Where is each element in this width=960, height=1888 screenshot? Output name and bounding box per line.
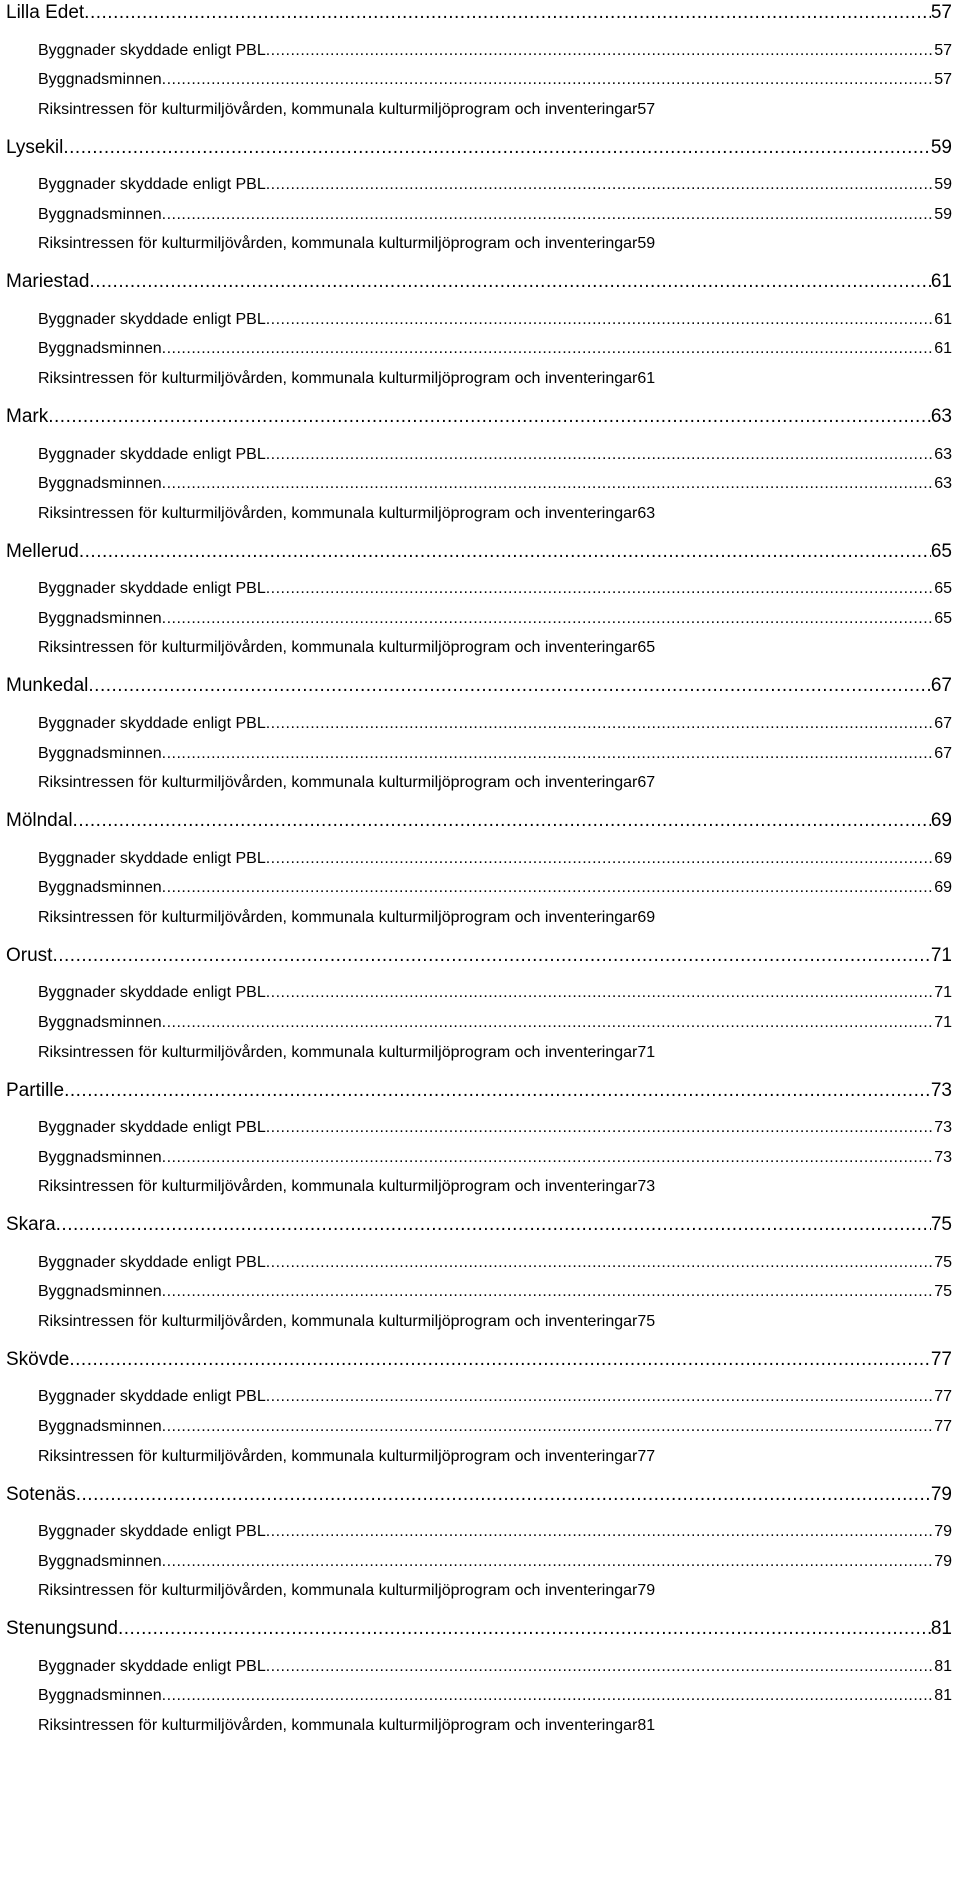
toc-page-number: 69 [930,810,952,832]
toc-entry-subsection[interactable] [0,1250,960,1280]
toc-entry-title: Riksintressen för kulturmiljövården, kommunala kulturmiljöprogram och inventeringar [38,1312,638,1330]
toc-page-number: 67 [930,675,952,697]
toc-page-number: 71 [930,944,952,966]
dot-leader [162,606,935,632]
toc-entry-subsection[interactable] [0,1279,960,1309]
toc-entry-title: Riksintressen för kulturmiljövården, kommunala kulturmiljöprogram och inventeringar [38,639,638,657]
toc-page-number: 81 [637,1716,656,1734]
toc-entry-title: Byggnadsminnen [38,340,162,358]
toc-entry-subsection[interactable] [0,905,960,943]
toc-entry-municipality[interactable] [0,673,960,711]
toc-entry-subsection[interactable] [0,606,960,636]
toc-page-number: 61 [930,271,952,293]
toc-entry-subsection[interactable] [0,635,960,673]
toc-entry-title: Byggnadsminnen [38,1013,162,1031]
toc-entry-title: Byggnadsminnen [38,1148,162,1166]
toc-entry-title: Stenungsund [6,1618,118,1640]
toc-page-number: 75 [930,1214,952,1236]
toc-entry-title: Riksintressen för kulturmiljövården, kommunala kulturmiljöprogram och inventeringar [38,370,638,388]
dot-leader [266,980,934,1006]
toc-entry-title: Byggnader skyddade enligt PBL [38,580,266,598]
toc-entry-title: Skövde [6,1348,70,1370]
toc-entry-title: Byggnader skyddade enligt PBL [38,984,266,1002]
toc-entry-municipality[interactable] [0,1616,960,1654]
toc-entry-subsection[interactable] [0,172,960,202]
toc-page-number: 73 [637,1178,656,1196]
toc-page-number: 65 [934,609,952,627]
toc-entry-title: Byggnadsminnen [38,1417,162,1435]
toc-page-number: 59 [637,235,656,253]
toc-entry-municipality[interactable] [0,404,960,442]
dot-leader [266,307,934,333]
toc-entry-subsection[interactable] [0,38,960,68]
toc-entry-title: Byggnader skyddade enligt PBL [38,849,266,867]
toc-entry-title: Byggnader skyddade enligt PBL [38,445,266,463]
toc-page-number: 81 [934,1687,952,1705]
toc-entry-title: Byggnader skyddade enligt PBL [38,1119,266,1136]
toc-page-number: 61 [934,340,952,358]
dot-leader [266,576,934,602]
dot-leader [162,875,935,901]
toc-page-number: 59 [934,176,952,194]
toc-entry-subsection[interactable] [0,336,960,366]
toc-entry-subsection[interactable] [0,1010,960,1040]
dot-leader [162,202,935,228]
toc-entry-title: Byggnader skyddade enligt PBL [38,1253,266,1271]
toc-entry-subsection[interactable] [0,97,960,135]
dot-leader [52,943,930,969]
dot-leader [63,135,930,161]
toc-entry-subsection[interactable] [0,1174,960,1212]
dot-leader [56,1212,931,1238]
toc-entry-municipality[interactable] [0,1482,960,1520]
toc-page-number: 77 [934,1417,952,1435]
toc-page-number: 69 [934,849,952,867]
toc-entry-subsection[interactable] [0,67,960,97]
toc-entry-title: Riksintressen för kulturmiljövården, kommunala kulturmiljöprogram och inventeringar [38,1178,638,1196]
dot-leader [76,1482,931,1508]
toc-entry-subsection[interactable] [0,1309,960,1347]
toc-page-number: 69 [934,879,952,897]
toc-page-number: 81 [930,1618,952,1640]
toc-page-number: 59 [930,136,952,158]
dot-leader [73,808,931,834]
toc-entry-subsection[interactable] [0,231,960,269]
toc-entry-title: Byggnadsminnen [38,71,162,89]
toc-entry-title: Byggnader skyddade enligt PBL [38,176,266,194]
toc-entry-title: Mölndal [6,810,73,832]
dot-leader [266,38,934,64]
toc-entry-title: Riksintressen för kulturmiljövården, kommunala kulturmiljöprogram och inventeringar [38,1043,638,1061]
toc-entry-municipality[interactable] [0,1347,960,1385]
toc-page-number: 71 [637,1043,656,1061]
toc-entry-title: Byggnadsminnen [38,609,162,627]
toc-page-number: 57 [930,2,952,23]
toc-entry-title: Riksintressen för kulturmiljövården, kommunala kulturmiljöprogram och inventeringar [38,504,638,522]
toc-entry-subsection[interactable] [0,1384,960,1414]
toc-page-number: 67 [934,714,952,732]
toc-entry-subsection[interactable] [0,875,960,905]
toc-entry-municipality[interactable] [0,0,960,38]
toc-page-number: 73 [934,1148,952,1166]
toc-entry-title: Orust [6,944,53,966]
dot-leader [64,1078,931,1104]
toc-page-number: 73 [934,1119,952,1136]
toc-page-number: 71 [934,984,952,1002]
toc-page-number: 69 [637,908,656,926]
dot-leader [89,269,930,295]
toc-entry-title: Mark [6,406,49,428]
dot-leader [266,442,934,468]
toc-page-number: 75 [934,1253,952,1271]
toc-entry-title: Byggnadsminnen [38,879,162,897]
toc-page-number: 65 [934,580,952,598]
toc-entry-municipality[interactable] [0,269,960,307]
toc-page-number: 57 [934,41,952,59]
dot-leader [162,1145,935,1171]
dot-leader [266,1384,934,1410]
toc-entry-subsection[interactable] [0,366,960,404]
toc-page-number: 77 [930,1348,952,1370]
toc-entry-title: Byggnadsminnen [38,475,162,493]
toc-entry-title: Mellerud [6,540,79,562]
toc-page-number: 75 [934,1283,952,1301]
toc-entry-title: Partille [6,1079,65,1101]
dot-leader [162,1683,935,1709]
dot-leader [266,1250,934,1276]
dot-leader [162,67,935,93]
toc-page-number: 79 [934,1552,952,1570]
toc-entry-title: Byggnadsminnen [38,1687,162,1705]
toc-page-number: 65 [637,639,656,657]
toc-entry-title: Riksintressen för kulturmiljövården, kommunala kulturmiljöprogram och inventeringar [38,1716,638,1734]
toc-page-number: 61 [934,310,952,328]
toc-page-number: 65 [930,540,952,562]
toc-entry-title: Mariestad [6,271,90,293]
toc-entry-title: Byggnadsminnen [38,744,162,762]
toc-entry-subsection[interactable] [0,1115,960,1145]
toc-page-number: 79 [930,1483,952,1505]
toc-entry-title: Byggnader skyddade enligt PBL [38,41,266,59]
toc-entry-subsection[interactable] [0,1444,960,1482]
toc-page-number: 79 [637,1582,656,1600]
toc-entry-subsection[interactable] [0,980,960,1010]
toc-entry-subsection[interactable] [0,1519,960,1549]
toc-entry-subsection[interactable] [0,770,960,808]
dot-leader [162,1010,935,1036]
toc-entry-title: Byggnader skyddade enligt PBL [38,714,266,732]
toc-entry-subsection[interactable] [0,1713,960,1751]
toc-page-number: 63 [930,406,952,428]
dot-leader [266,172,934,198]
toc-entry-subsection[interactable] [0,202,960,232]
toc-entry-subsection[interactable] [0,576,960,606]
toc-entry-title: Riksintressen för kulturmiljövården, kommunala kulturmiljöprogram och inventeringar [38,908,638,926]
toc-entry-subsection[interactable] [0,442,960,472]
toc-page-number: 61 [637,370,656,388]
toc-entry-subsection[interactable] [0,1683,960,1713]
toc-page-number: 79 [934,1523,952,1541]
toc-entry-title: Lysekil [6,136,64,158]
dot-leader [162,1414,935,1440]
toc-entry-subsection[interactable] [0,1654,960,1684]
toc-page-number: 67 [934,744,952,762]
toc-entry-subsection[interactable] [0,846,960,876]
dot-leader [88,673,930,699]
toc-entry-title: Byggnadsminnen [38,1283,162,1301]
toc-entry-subsection[interactable] [0,307,960,337]
toc-entry-title: Byggnader skyddade enligt PBL [38,1657,266,1675]
toc-entry-title: Munkedal [6,675,89,697]
dot-leader [84,0,931,26]
toc-entry-municipality[interactable] [0,539,960,577]
toc-entry-subsection[interactable] [0,711,960,741]
dot-leader [266,846,934,872]
toc-entry-title: Riksintressen för kulturmiljövården, kommunala kulturmiljöprogram och inventeringar [38,1582,638,1600]
toc-page-number: 63 [637,504,656,522]
toc-entry-title: Lilla Edet [6,2,85,23]
dot-leader [118,1616,931,1642]
toc-entry-title: Sotenäs [6,1483,76,1505]
toc-page-number: 57 [934,71,952,89]
toc-entry-subsection[interactable] [0,471,960,501]
dot-leader [162,471,935,497]
toc-entry-title: Byggnadsminnen [38,1552,162,1570]
dot-leader [162,1549,935,1575]
toc-entry-municipality[interactable] [0,1078,960,1116]
toc-entry-title: Byggnader skyddade enligt PBL [38,1523,266,1541]
toc-entry-title: Byggnader skyddade enligt PBL [38,310,266,328]
dot-leader [266,1519,934,1545]
toc-entry-municipality[interactable] [0,135,960,173]
toc-entry-municipality[interactable] [0,808,960,846]
dot-leader [162,741,935,767]
toc-entry-title: Riksintressen för kulturmiljövården, kommunala kulturmiljöprogram och inventeringar [38,774,638,792]
toc-page-number: 59 [934,205,952,223]
dot-leader [48,404,931,430]
dot-leader [266,1115,934,1141]
toc-entry-subsection[interactable] [0,1040,960,1078]
toc-entry-subsection[interactable] [0,741,960,771]
toc-entry-title: Byggnader skyddade enligt PBL [38,1388,266,1406]
toc-entry-title: Riksintressen för kulturmiljövården, kommunala kulturmiljöprogram och inventeringar [38,235,638,253]
toc-page-number: 81 [934,1657,952,1675]
toc-entry-subsection[interactable] [0,1578,960,1616]
dot-leader [79,539,931,565]
dot-leader [162,336,935,362]
toc-page-number: 73 [930,1079,952,1101]
toc-page-number: 77 [637,1447,656,1465]
dot-leader [162,1279,935,1305]
toc-page-number: 63 [934,475,952,493]
toc-entry-title: Skara [6,1214,56,1236]
toc-page-number: 67 [637,774,656,792]
toc-page-number: 77 [934,1388,952,1406]
toc-page-number: 71 [934,1013,952,1031]
toc-page-number: 75 [637,1312,656,1330]
dot-leader [69,1347,930,1373]
toc-entry-municipality[interactable] [0,943,960,981]
toc-entry-title: Riksintressen för kulturmiljövården, kommunala kulturmiljöprogram och inventeringar [38,1447,638,1465]
toc-entry-subsection[interactable] [0,1414,960,1444]
toc-page-number: 63 [934,445,952,463]
toc-page-number: 57 [637,100,656,118]
toc-entry-title: Byggnadsminnen [38,205,162,223]
toc-entry-title: Riksintressen för kulturmiljövården, kommunala kulturmiljöprogram och inventeringar [38,100,638,118]
toc-entry-subsection[interactable] [0,501,960,539]
dot-leader [266,1654,934,1680]
toc-entry-municipality[interactable] [0,1212,960,1250]
toc-entry-subsection[interactable] [0,1549,960,1579]
dot-leader [266,711,934,737]
toc-entry-subsection[interactable] [0,1145,960,1175]
